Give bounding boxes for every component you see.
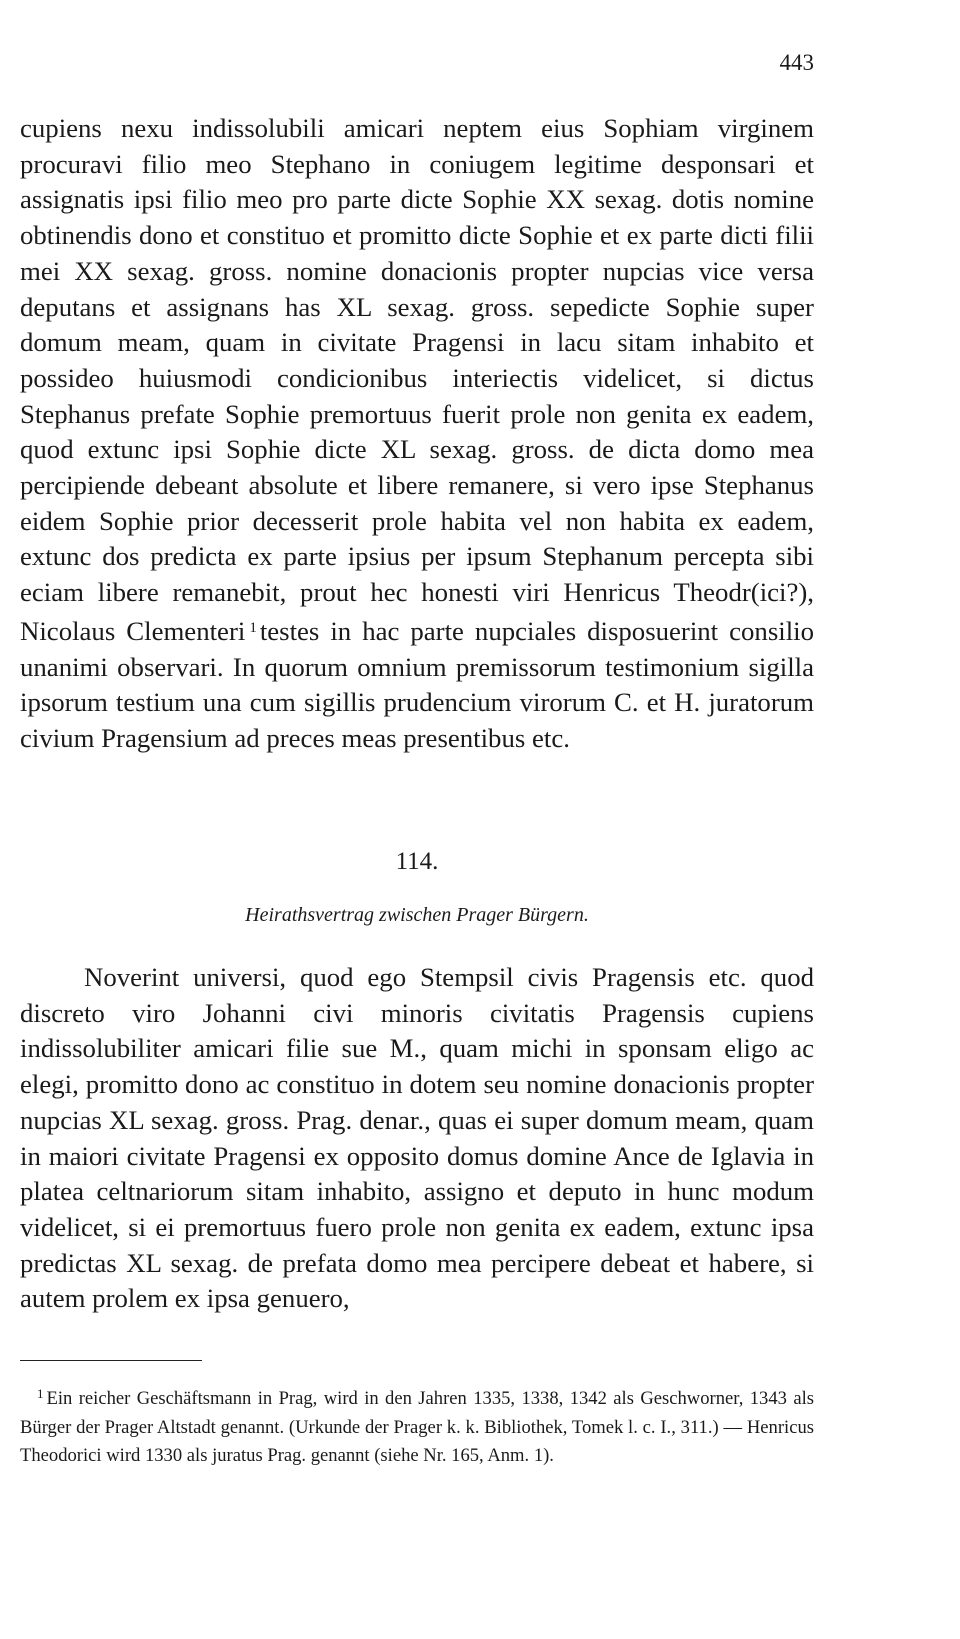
footnotes-section [20,1380,814,1471]
document-number: 114. [395,848,439,875]
document-paragraph: Noverint universi, quod ego Stempsil civis Pragensis etc. quod discreto viro Johanni civi minoris civitatis Pragensis cupiens indissolubiliter amicari filie sue M., quam michi in sponsam eligo ac elegi, promitto dono ac constituo in dotem seu nomine donacionis propter nupcias XL sexag. gross. Prag. denar., quas ei super domum meam, quam in maiori civitate Pragensi ex opposito domus domine Ance de Iglavia in platea celtnariorum sitam inhabito, assigno et deputo in hunc modum videlicet, si ei premortuus fuero prole non genita ex eadem, extunc ipsa predictas XL sexag. de prefata domo mea percipere debeat et habere, si autem prolem ex ipsa genuero, [20,962,814,1314]
footnote-reference: 1 [249,619,257,636]
footnote-text: Ein reicher Geschäftsmann in Prag, wird in den Jahren 1335, 1338, 1342 als Geschworner, 1343 als Bürger der Prager Altstadt genannt. (Urkunde der Prager k. k. Bibliothek, Tomek l. c. I., 311.) — Henricus Theodorici wird 1330 als juratus Prag. genannt (siehe Nr. 165, Anm. 1). [20,1388,814,1467]
continuation-text-part1: cupiens nexu indissolubili amicari neptem eius Sophiam virginem procuravi filio meo Stephano in coniugem legitime desponsari et assignatis ipsi filio meo pro parte dicte Sophie XX sexag. dotis nomine obtinendis dono et constituo et promitto dicte Sophie et ex parte dicti filii mei XX sexag. gross. nomine donacionis propter nupcias vice versa deputans et assignans has XL sexag. gross. sepedicte Sophie super domum meam, quam in civitate Pragensi in lacu sitam inhabito et possideo huiusmodi condicionibus interiectis videlicet, si dictus Stephanus prefate Sophie premortuus fuerit prole non genita ex eadem, quod extunc ipsi Sophie dicte XL sexag. gross. de dicta domo mea percipiende debeant absolute et libere remanere, si vero ipse Stephanus eidem Sophie prior decesserit prole habita vel non habita ex eadem, extunc dos predicta ex parte ipsius per ipsum Stephanum percepta sibi eciam libere remanebit, prout hec honesti viri Henricus Theodr(ici?), Nicolaus Clementeri [20,113,814,646]
continuation-paragraph [20,111,814,757]
footnote-marker: 1 [37,1386,44,1401]
footnote [20,1380,814,1471]
document-heading: Heirathsvertrag zwischen Prager Bürgern. [245,904,589,926]
continuation-text-part2: testes in hac parte nupciales disposuerint consilio unanimi observari. In quorum omnium premissorum testimonium sigilla ipsorum testium una cum sigillis prudencium virorum C. et H. juratorum civium Pragensium ad preces meas presentibus etc. [20,615,814,753]
footnote-divider [20,1360,202,1361]
page-number: 443 [779,50,814,75]
